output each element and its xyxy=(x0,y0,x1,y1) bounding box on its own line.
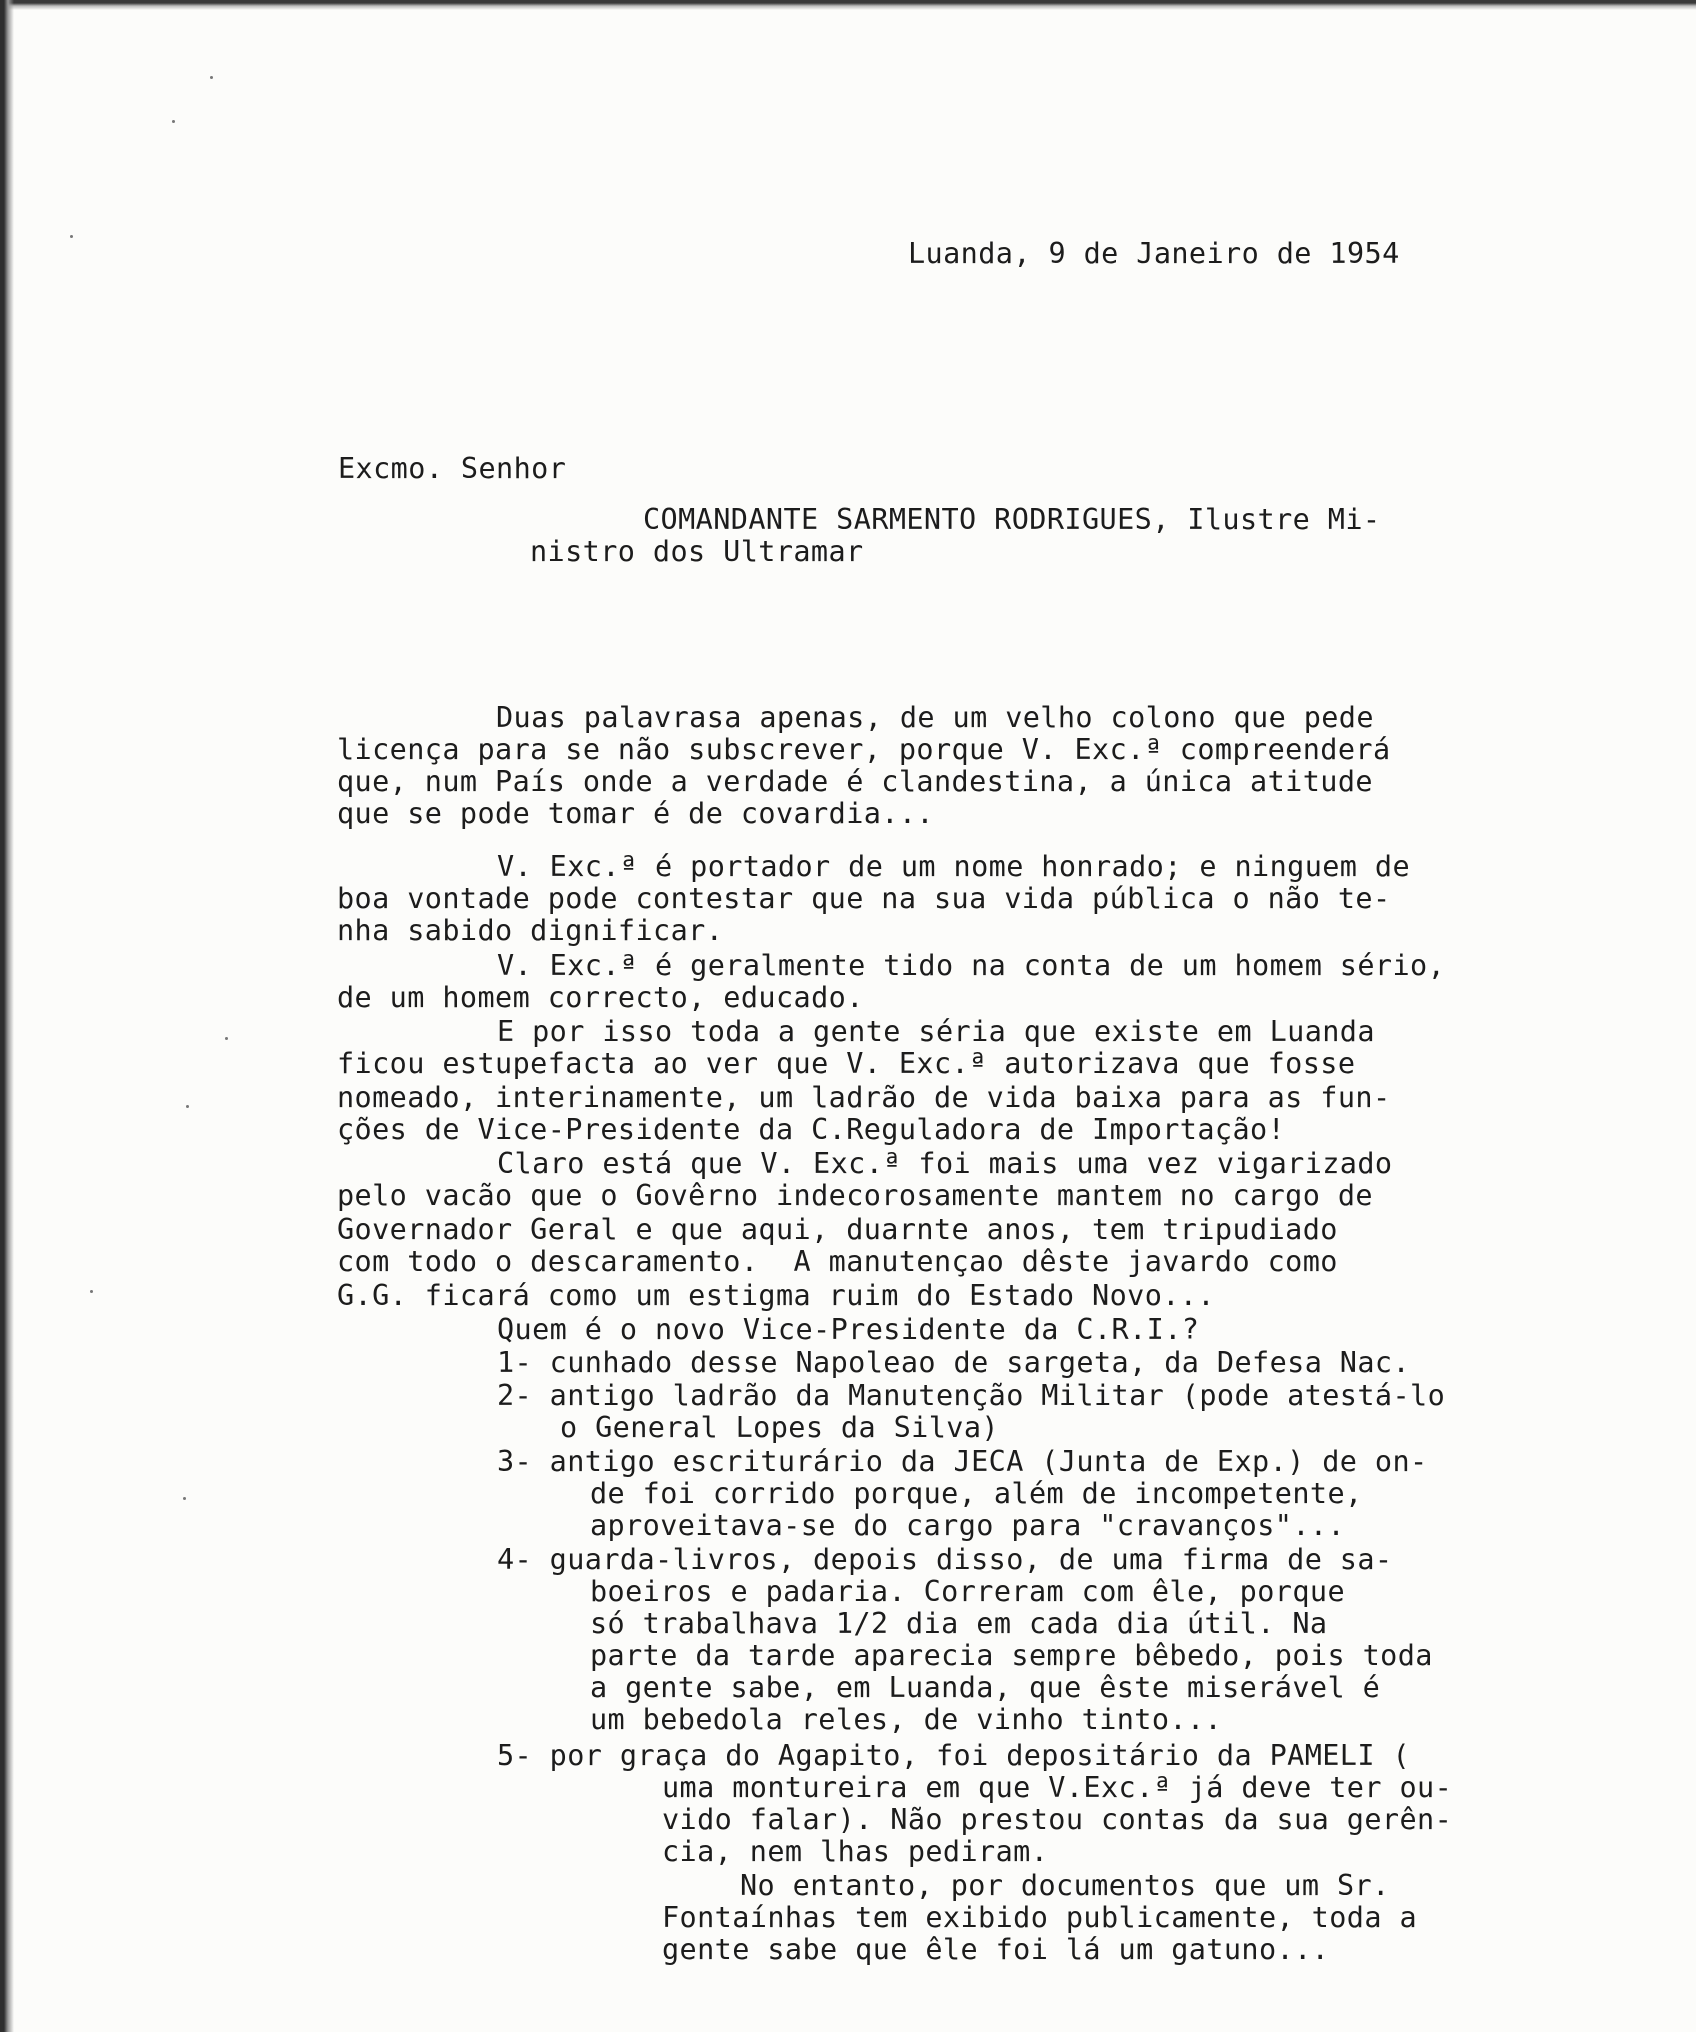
body-line: nha sabido dignificar. xyxy=(337,914,724,947)
list-item-line: boeiros e padaria. Correram com êle, porque xyxy=(590,1575,1346,1608)
list-item-line: 4- guarda-livros, depois disso, de uma firma de sa- xyxy=(497,1543,1393,1576)
body-line: licença para se não subscrever, porque V. Exc.ª compreenderá xyxy=(337,733,1391,766)
list-item-line: uma montureira em que V.Exc.ª já deve ter ou- xyxy=(662,1771,1453,1804)
body-line: Claro está que V. Exc.ª foi mais uma vez vigarizado xyxy=(497,1147,1393,1180)
body-line: G.G. ficará como um estigma ruim do Estado Novo... xyxy=(337,1279,1215,1312)
scan-speck xyxy=(70,235,73,238)
body-line: V. Exc.ª é geralmente tido na conta de um homem sério, xyxy=(497,949,1446,982)
list-item-line: gente sabe que êle foi lá um gatuno... xyxy=(662,1933,1330,1966)
scan-edge-left xyxy=(0,0,14,2032)
list-item-line: 2- antigo ladrão da Manutenção Militar (pode atestá-lo xyxy=(497,1379,1446,1412)
list-item-line: o General Lopes da Silva) xyxy=(560,1411,999,1444)
scan-speck xyxy=(186,1105,189,1108)
body-line: ficou estupefacta ao ver que V. Exc.ª autorizava que fosse xyxy=(337,1047,1356,1080)
list-item-line: vido falar). Não prestou contas da sua gerên- xyxy=(662,1803,1453,1836)
list-item-line: só trabalhava 1/2 dia em cada dia útil. Na xyxy=(590,1607,1328,1640)
body-line: com todo o descaramento. A manutençao dêste javardo como xyxy=(337,1245,1338,1278)
body-line: nomeado, interinamente, um ladrão de vida baixa para as fun- xyxy=(337,1081,1391,1114)
body-line: de um homem correcto, educado. xyxy=(337,981,864,1014)
list-item-line: cia, nem lhas pediram. xyxy=(662,1835,1049,1868)
body-line: ções de Vice-Presidente da C.Reguladora de Importação! xyxy=(337,1113,1286,1146)
addressee-line: nistro dos Ultramar xyxy=(530,535,864,568)
body-line: pelo vacão que o Govêrno indecorosamente mantem no cargo de xyxy=(337,1179,1373,1212)
body-line: V. Exc.ª é portador de um nome honrado; e ninguem de xyxy=(497,850,1411,883)
scan-speck xyxy=(225,1037,228,1040)
body-line: que se pode tomar é de covardia... xyxy=(337,797,934,830)
scan-speck xyxy=(210,76,213,79)
scan-edge-top xyxy=(0,0,1696,10)
body-line: E por isso toda a gente séria que existe em Luanda xyxy=(497,1015,1375,1048)
list-item-line: de foi corrido porque, além de incompetente, xyxy=(590,1477,1363,1510)
list-item-line: Fontaínhas tem exibido publicamente, toda a xyxy=(662,1901,1418,1934)
body-line: boa vontade pode contestar que na sua vida pública o não te- xyxy=(337,882,1391,915)
scan-speck xyxy=(90,1290,93,1293)
list-item-line: 5- por graça do Agapito, foi depositário da PAMELI ( xyxy=(497,1739,1411,1772)
list-item-line: 1- cunhado desse Napoleao de sargeta, da Defesa Nac. xyxy=(497,1346,1411,1379)
scan-speck xyxy=(172,120,175,123)
scan-speck xyxy=(183,1497,186,1500)
body-line: Quem é o novo Vice-Presidente da C.R.I.? xyxy=(497,1313,1200,1346)
body-line: Duas palavrasa apenas, de um velho colono que pede xyxy=(496,701,1374,734)
list-item-line: 3- antigo escriturário da JECA (Junta de Exp.) de on- xyxy=(497,1445,1428,1478)
letter-salutation: Excmo. Senhor xyxy=(338,452,567,485)
list-item-line: No entanto, por documentos que um Sr. xyxy=(740,1869,1390,1902)
letter-date: Luanda, 9 de Janeiro de 1954 xyxy=(908,237,1400,270)
body-line: que, num País onde a verdade é clandestina, a única atitude xyxy=(337,765,1373,798)
body-line: Governador Geral e que aqui, duarnte anos, tem tripudiado xyxy=(337,1213,1338,1246)
list-item-line: parte da tarde aparecia sempre bêbedo, pois toda xyxy=(590,1639,1433,1672)
list-item-line: aproveitava-se do cargo para "cravanços"... xyxy=(590,1509,1346,1542)
list-item-line: um bebedola reles, de vinho tinto... xyxy=(590,1703,1223,1736)
addressee-line: COMANDANTE SARMENTO RODRIGUES, Ilustre Mi- xyxy=(643,503,1381,536)
list-item-line: a gente sabe, em Luanda, que êste miserável é xyxy=(590,1671,1381,1704)
